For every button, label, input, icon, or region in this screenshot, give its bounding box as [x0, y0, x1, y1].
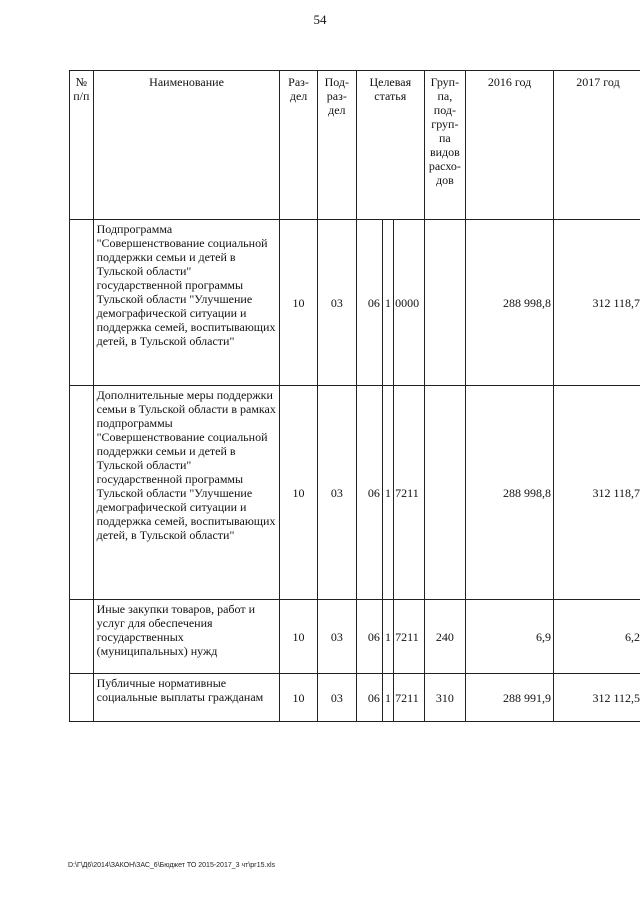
row-num — [70, 600, 94, 674]
row-2017: 312 112,5 — [554, 674, 640, 722]
table-row — [70, 220, 640, 386]
row-2017: 312 118,7 — [554, 220, 640, 386]
row-2016: 288 998,8 — [466, 386, 554, 600]
row-cs-subprogram: 1 — [382, 386, 393, 600]
row-2016: 288 991,9 — [466, 674, 554, 722]
row-cs-subprogram: 1 — [382, 600, 393, 674]
row-2017: 6,2 — [554, 600, 640, 674]
row-gruppa — [424, 386, 466, 600]
row-name: Дополнительные меры поддержки семьи в Тульской области в рамках подпрограммы "Совершенствование социальной поддержки семьи и детей в Тульской области" государственной программы Тульской области "Улучшение демографической ситуации и поддержка семей, воспитывающих детей, в Тульской области" — [93, 386, 280, 600]
row-2016: 288 998,8 — [466, 220, 554, 386]
row-name: Публичные нормативные социальные выплаты гражданам — [93, 674, 280, 722]
row-gruppa — [424, 220, 466, 386]
header-2017: 2017 год — [554, 71, 640, 220]
header-2016: 2016 год — [466, 71, 554, 220]
row-cs-program: 06 — [357, 386, 383, 600]
header-num: № п/п — [70, 71, 94, 220]
row-2016: 6,9 — [466, 600, 554, 674]
row-razdel: 10 — [280, 674, 317, 722]
header-gruppa: Груп- па, под- груп- па видов расхо- дов — [424, 71, 466, 220]
row-cs-subprogram: 1 — [382, 674, 393, 722]
row-podrazdel: 03 — [317, 674, 356, 722]
row-name: Иные закупки товаров, работ и услуг для обеспечения государственных (муниципальных) нужд — [93, 600, 280, 674]
row-name: Подпрограмма "Совершенствование социальной поддержки семьи и детей в Тульской области" государственной программы Тульской области "Улучшение демографической ситуации и поддержка семей, воспитывающих детей, в Тульской области" — [93, 220, 280, 386]
row-cs-direction: 0000 — [394, 220, 424, 386]
row-razdel: 10 — [280, 386, 317, 600]
row-cs-program: 06 — [357, 600, 383, 674]
row-gruppa: 310 — [424, 674, 466, 722]
row-razdel: 10 — [280, 220, 317, 386]
header-name: Наименование — [93, 71, 280, 220]
header-celevaya-statya: Целевая статья — [357, 71, 425, 220]
row-cs-direction: 7211 — [394, 674, 424, 722]
row-podrazdel: 03 — [317, 220, 356, 386]
row-podrazdel: 03 — [317, 600, 356, 674]
row-cs-program: 06 — [357, 220, 383, 386]
row-podrazdel: 03 — [317, 386, 356, 600]
table-row — [70, 386, 640, 600]
row-cs-direction: 7211 — [394, 600, 424, 674]
row-gruppa: 240 — [424, 600, 466, 674]
row-cs-direction: 7211 — [394, 386, 424, 600]
row-num — [70, 674, 94, 722]
file-path-footer: D:\Г\Д6\2014\ЗАКОН\ЗАС_6\Бюджет ТО 2015-2017_3 чт\рг15.xls — [68, 862, 276, 869]
row-num — [70, 386, 94, 600]
page-number: 54 — [313, 12, 327, 27]
header-razdel: Раз- дел — [280, 71, 317, 220]
table-header-row — [70, 71, 640, 220]
row-razdel: 10 — [280, 600, 317, 674]
row-cs-program: 06 — [357, 674, 383, 722]
table-row — [70, 600, 640, 674]
row-num — [70, 220, 94, 386]
row-cs-subprogram: 1 — [382, 220, 393, 386]
table-row — [70, 674, 640, 722]
row-2017: 312 118,7 — [554, 386, 640, 600]
header-podrazdel: Под- раз- дел — [317, 71, 356, 220]
budget-table — [69, 70, 640, 722]
